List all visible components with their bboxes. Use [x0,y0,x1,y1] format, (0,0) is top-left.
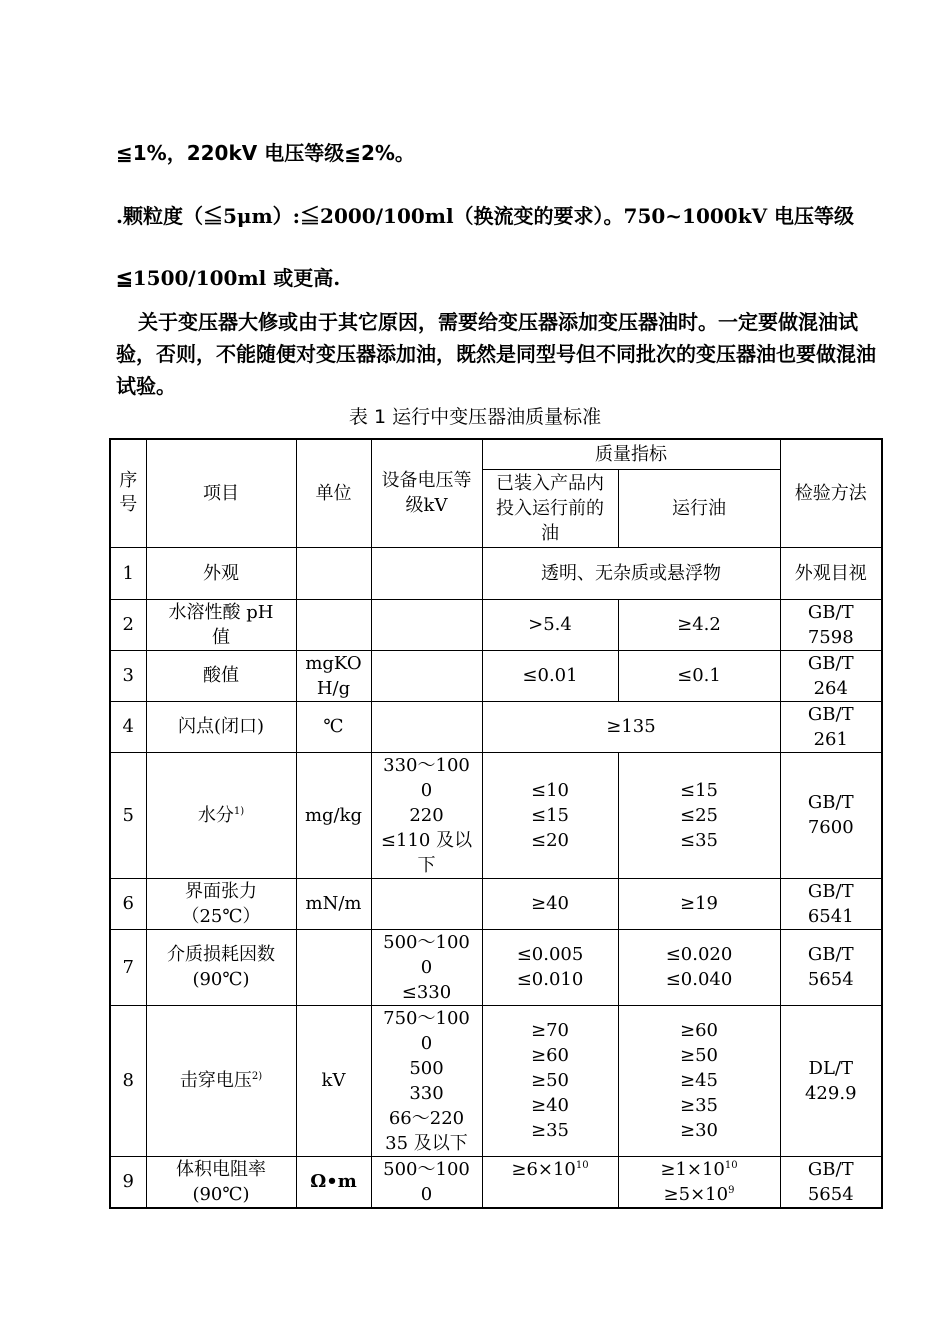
cell-line: ≤0.1 [677,665,721,686]
row-method [780,650,882,701]
cell-line: ≤20 [531,829,569,851]
item-text: 水溶性酸 pH 值 [168,601,274,648]
row-voltage [371,599,482,650]
table-row [110,650,882,701]
header-voltage: 设备电压等级kV [371,439,482,547]
row-voltage [371,650,482,701]
item-text: 击穿电压 [179,1070,252,1091]
row-new-oil [482,1005,618,1156]
row-number: 6 [110,878,146,929]
row-running-oil [618,1005,780,1156]
method-text: GB/T 7600 [807,792,854,838]
voltage-line: 750～1000 [383,1007,470,1054]
row-method [780,547,882,599]
unit-text: mg/kg [304,804,363,826]
row-voltage [371,1005,482,1156]
method-text: GB/T 7598 [807,601,854,648]
cell-line: ≤0.040 [665,969,733,990]
row-voltage [371,701,482,752]
row-running-oil [618,650,780,701]
method-text: GB/T 264 [807,652,854,699]
cell-line: >5.4 [528,614,572,635]
table-row [110,701,882,752]
row-method [780,701,882,752]
table-caption: 表 1 运行中变压器油质量标准 [348,406,602,428]
row-item [146,650,296,701]
row-running-oil [618,929,780,1005]
cell-line: ≤0.020 [665,944,733,965]
voltage-line: 35 及以下 [385,1132,468,1154]
row-voltage [371,1156,482,1208]
row-number: 7 [110,929,146,1005]
row-new-oil [482,599,618,650]
cell-line: ≤0.010 [516,969,584,990]
cell-line: ≥60 [531,1045,569,1066]
voltage-line: ≤110 及以下 [380,829,473,876]
method-text: GB/T 261 [807,703,854,750]
row-method [780,1005,882,1156]
cell-line: ≥19 [680,893,718,914]
cell-line: ≤0.01 [522,665,578,686]
header-item: 项目 [146,439,296,547]
table-row [110,752,882,878]
unit-text: mN/m [305,893,362,914]
method-text: GB/T 5654 [807,1158,854,1205]
header-quality: 质量指标 [482,439,780,469]
row-item [146,599,296,650]
item-text: 酸值 [203,665,239,686]
method-text: DL/T 429.9 [804,1057,857,1104]
value-base: ≥1×10 [660,1158,725,1180]
row-new-oil [482,752,618,878]
cell-line: ≥30 [680,1120,718,1141]
item-text: 水分 [197,804,234,826]
row-item [146,1156,296,1208]
row-method [780,599,882,650]
cell-line: ≥35 [531,1120,569,1141]
table-row [110,547,882,599]
row-running-oil [618,1156,780,1208]
table-row [110,1005,882,1156]
cell-line: ≥40 [531,1095,569,1116]
row-number: 1 [110,547,146,599]
row-item [146,547,296,599]
row-voltage [371,878,482,929]
row-number: 4 [110,701,146,752]
row-unit [296,878,371,929]
table-row [110,929,882,1005]
value-base: ≥5×10 [663,1183,729,1205]
row-number: 3 [110,650,146,701]
header-new-oil: 已装入产品内投入运行前的油 [482,469,618,547]
row-new-oil [482,929,618,1005]
row-new-oil [482,878,618,929]
item-text: 体积电阻率(90℃) [176,1158,266,1205]
row-number: 2 [110,599,146,650]
cell-line: ≥70 [531,1020,569,1041]
row-unit [296,1156,371,1208]
text-line-2: .颗粒度（≦5μm）:≦2000/100ml（换流变的要求）。750~1000kV 电压等级 [116,204,855,228]
header-running-oil: 运行油 [618,469,780,547]
method-text: GB/T 5654 [807,944,854,990]
row-item [146,878,296,929]
row-running-oil [618,878,780,929]
row-number: 8 [110,1005,146,1156]
row-item [146,752,296,878]
cell-line: ≥50 [680,1045,718,1066]
value-line [621,1182,778,1207]
row-unit [296,929,371,1005]
cell-line: ≤15 [531,804,569,826]
voltage-line: 500 [409,1057,444,1079]
row-method [780,929,882,1005]
cell-line: ≥50 [531,1070,569,1091]
cell-line: ≤10 [531,779,569,801]
voltage-line: ≤330 [401,981,452,1003]
voltage-line: 330 [409,1082,444,1104]
value-exponent: 9 [728,1184,735,1196]
item-text: 外观 [203,562,239,584]
voltage-line: 330～1000 [383,754,470,801]
row-unit [296,1005,371,1156]
header-no: 序号 [110,439,146,547]
table-row [110,878,882,929]
value-base: ≥6×10 [511,1158,576,1180]
unit-text: Ω•m [310,1171,357,1192]
method-text: GB/T 6541 [807,880,854,927]
cell-line: ≤0.005 [516,944,584,965]
header-unit: 单位 [296,439,371,547]
cell-line: ≥40 [531,893,569,914]
voltage-line: 500～1000 [383,931,470,978]
row-new-oil [482,650,618,701]
row-number: 9 [110,1156,146,1208]
row-voltage [371,929,482,1005]
row-new-oil [482,1156,618,1208]
row-merged-value: ≥135 [482,701,780,752]
row-method [780,878,882,929]
value-exponent: 10 [724,1159,738,1171]
footnote-marker: 1) [233,805,245,817]
row-method [780,752,882,878]
row-unit [296,599,371,650]
table-row [110,1156,882,1208]
body-paragraph [116,306,882,402]
table-row [110,599,882,650]
unit-text: ℃ [323,716,344,737]
row-voltage [371,547,482,599]
text-line-1: ≦1%，220kV 电压等级≦2%。 [116,141,415,165]
cell-line: ≤15 [680,779,718,801]
item-text: 介质损耗因数(90℃) [167,944,275,990]
row-voltage [371,752,482,878]
row-unit [296,650,371,701]
row-unit [296,752,371,878]
voltage-line: 500～1000 [383,1158,470,1205]
cell-line: ≥4.2 [677,614,721,635]
row-merged-value: 透明、无杂质或悬浮物 [482,547,780,599]
cell-line: ≥45 [680,1070,718,1091]
cell-line: ≥60 [680,1020,718,1041]
voltage-line: 220 [409,804,444,826]
text-line-3: ≦1500/100ml 或更高. [116,266,341,290]
oil-quality-table [109,438,883,1209]
row-item [146,701,296,752]
cell-line: ≥35 [680,1095,718,1116]
value-exponent: 10 [575,1159,589,1171]
row-running-oil [618,599,780,650]
item-text: 闪点(闭口) [177,716,265,737]
row-running-oil [618,752,780,878]
value-line [621,1157,778,1182]
cell-line: ≤35 [680,829,718,851]
row-unit [296,701,371,752]
method-text: 外观目视 [794,562,867,584]
footnote-marker: 2) [251,1071,263,1082]
unit-text: kV [321,1070,346,1091]
unit-text: mgKOH/g [305,652,362,699]
voltage-line: 66～220 [388,1107,465,1129]
row-item [146,929,296,1005]
row-unit [296,547,371,599]
row-number: 5 [110,752,146,878]
header-method: 检验方法 [780,439,882,547]
value-line [485,1157,616,1182]
row-item [146,1005,296,1156]
row-method [780,1156,882,1208]
cell-line: ≤25 [680,804,718,826]
item-text: 界面张力（25℃） [181,880,261,927]
paragraph-text: 关于变压器大修或由于其它原因，需要给变压器添加变压器油时。一定要做混油试验，否则，不能随便对变压器添加油，既然是同型号但不同批次的变压器油也要做混油试验。 [116,310,876,398]
